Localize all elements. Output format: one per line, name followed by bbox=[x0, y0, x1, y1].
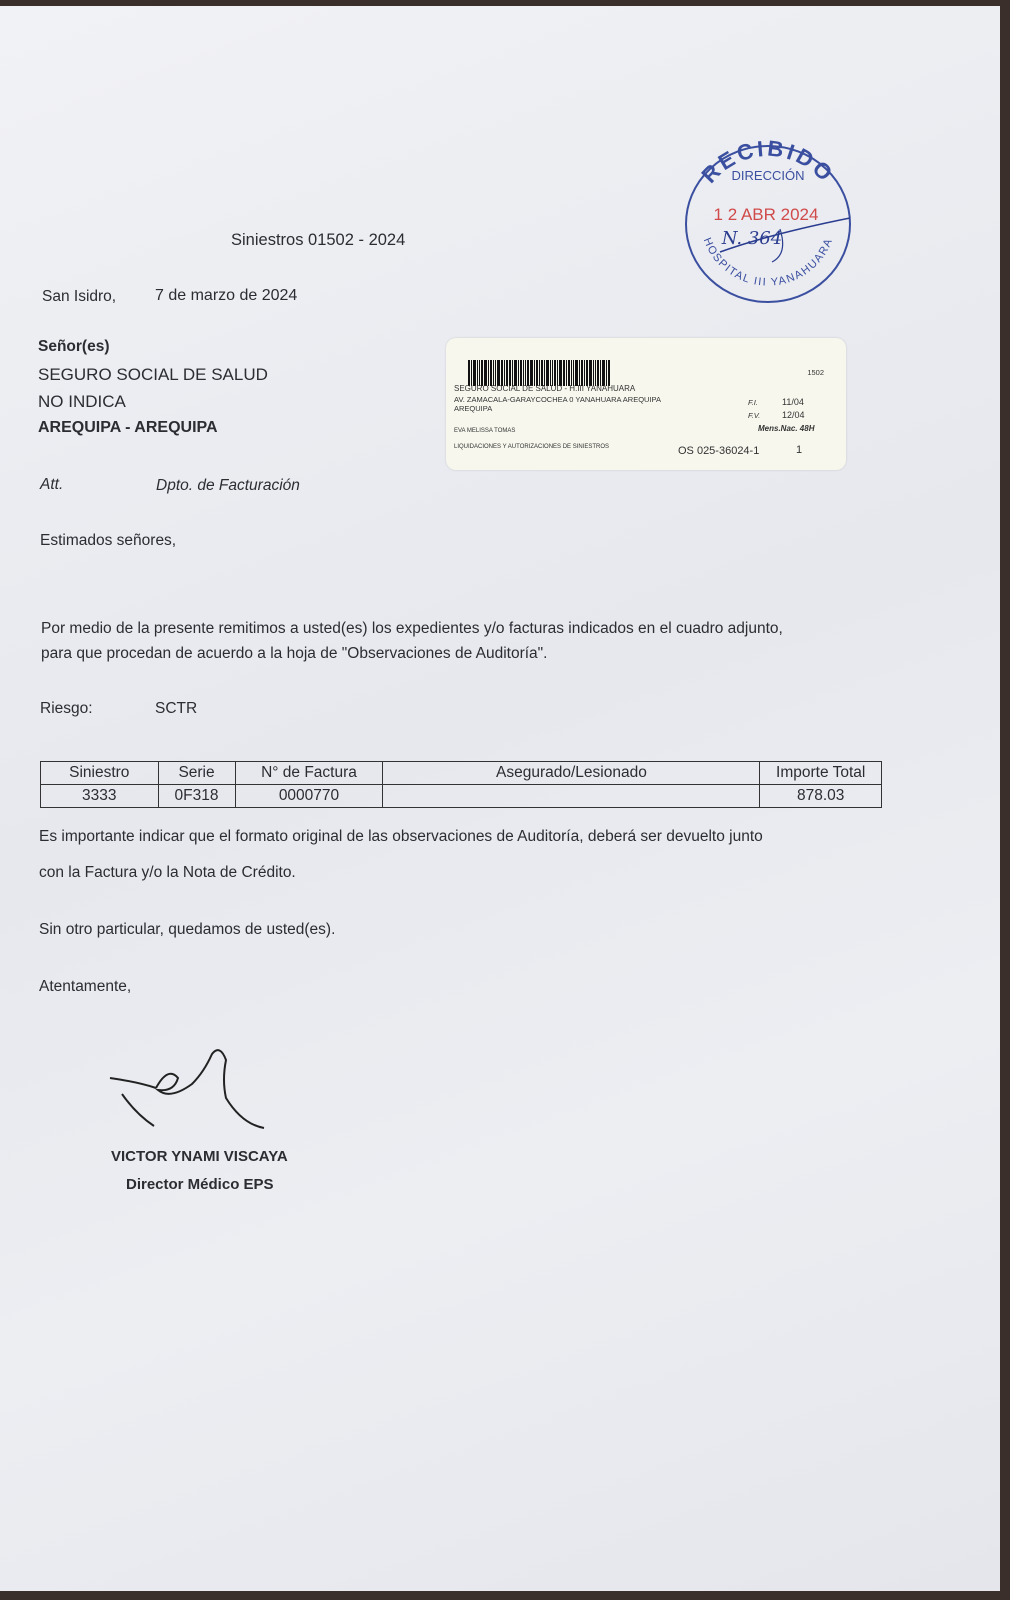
header-siniestro: Siniestro bbox=[41, 762, 159, 785]
attention-label: Att. bbox=[40, 476, 64, 493]
place: San Isidro, bbox=[42, 288, 117, 305]
cell-asegurado bbox=[383, 785, 760, 808]
letter-page bbox=[0, 6, 1000, 1591]
risk-value: SCTR bbox=[155, 700, 198, 717]
handwritten-signature bbox=[108, 1044, 288, 1154]
signatory-title: Director Médico EPS bbox=[126, 1176, 274, 1193]
header-importe: Importe Total bbox=[760, 762, 882, 785]
body-paragraph-1-line-2: para que procedan de acuerdo a la hoja de "Observaciones de Auditoría". bbox=[41, 645, 548, 662]
closing-sign-off: Atentamente, bbox=[39, 978, 132, 995]
greeting: Estimados señores, bbox=[40, 532, 177, 549]
label-fv-label: F.V. bbox=[748, 411, 761, 420]
label-fi-value: 11/04 bbox=[782, 397, 804, 407]
attention-value: Dpto. de Facturación bbox=[156, 477, 300, 494]
signatory-name: VICTOR YNAMI VISCAYA bbox=[111, 1148, 288, 1165]
invoice-table bbox=[40, 761, 882, 808]
body-paragraph-2-line-1: Es importante indicar que el formato original de las observaciones de Auditoría, deberá ser devuelto junto bbox=[39, 828, 763, 845]
label-mens: Mens.Nac. 48H bbox=[758, 424, 815, 433]
label-org: SEGURO SOCIAL DE SALUD - H.III YANAHUARA bbox=[454, 384, 636, 393]
label-os: OS 025-36024-1 bbox=[678, 445, 760, 457]
header-asegurado: Asegurado/Lesionado bbox=[383, 762, 760, 785]
cell-factura: 0000770 bbox=[235, 785, 383, 808]
body-paragraph-1-line-1: Por medio de la presente remitimos a usted(es) los expedientes y/o facturas indicados en el cuadro adjunto, bbox=[41, 620, 783, 637]
received-stamp bbox=[680, 134, 856, 306]
shipping-label bbox=[446, 338, 846, 470]
label-address-1: AV. ZAMACALA-GARAYCOCHEA 0 YANAHUARA AREQUIPA bbox=[454, 395, 662, 404]
recipient-line-3: AREQUIPA - AREQUIPA bbox=[38, 419, 218, 436]
risk-label: Riesgo: bbox=[40, 700, 93, 717]
closing-line: Sin otro particular, quedamos de usted(es). bbox=[39, 921, 336, 938]
label-count: 1 bbox=[796, 444, 803, 456]
cell-serie: 0F318 bbox=[158, 785, 235, 808]
stamp-number: N. 364 bbox=[721, 228, 783, 249]
label-code: 1502 bbox=[807, 368, 824, 377]
label-person: EVA MELISSA TOMAS bbox=[454, 428, 516, 434]
cell-importe: 878.03 bbox=[760, 785, 882, 808]
stamp-middle-text: DIRECCIÓN bbox=[731, 168, 805, 183]
reference-number: Siniestros 01502 - 2024 bbox=[231, 231, 406, 249]
recipient-line-1: SEGURO SOCIAL DE SALUD bbox=[38, 365, 268, 384]
label-address-2: AREQUIPA bbox=[454, 404, 493, 413]
body-paragraph-2-line-2: con la Factura y/o la Nota de Crédito. bbox=[39, 864, 296, 881]
label-fv-value: 12/04 bbox=[782, 410, 805, 420]
header-factura: N° de Factura bbox=[235, 762, 383, 785]
date: 7 de marzo de 2024 bbox=[155, 287, 298, 304]
stamp-date: 1 2 ABR 2024 bbox=[713, 205, 819, 224]
salutation: Señor(es) bbox=[38, 338, 110, 355]
cell-siniestro: 3333 bbox=[41, 785, 159, 808]
barcode bbox=[468, 360, 673, 386]
stamp-top-text: RECIBIDO bbox=[696, 135, 840, 188]
label-dept: LIQUIDACIONES Y AUTORIZACIONES DE SINIESTROS bbox=[454, 444, 610, 450]
table-header-row bbox=[41, 762, 882, 785]
recipient-line-2: NO INDICA bbox=[38, 392, 126, 411]
label-fi-label: F.I. bbox=[748, 398, 758, 407]
table-row bbox=[41, 785, 882, 808]
stamp-bottom-text: HOSPITAL III YANAHUARA bbox=[700, 236, 836, 289]
header-serie: Serie bbox=[158, 762, 235, 785]
